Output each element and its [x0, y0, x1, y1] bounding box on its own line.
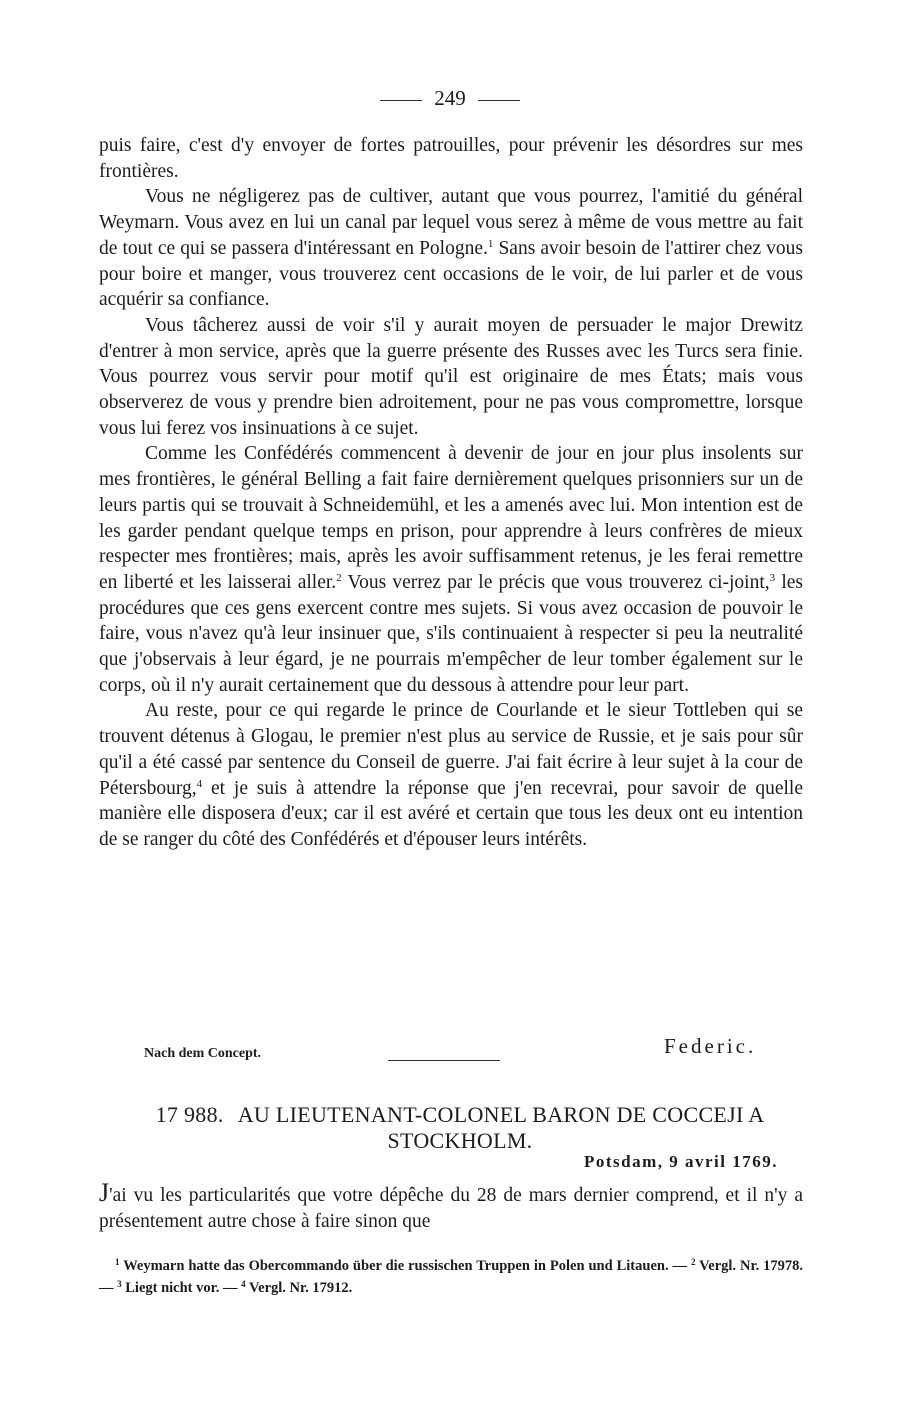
paragraph-text: Vous tâcherez aussi de voir s'il y aurait moyen de persuader le major Drewitz d'entrer à mon service, après que la guerre présente des Russes avec les Turcs sera finie. Vous pourrez vous servir pour motif qu'il est originaire de mes États; mais vous observerez de vous y prendre bien adroitement, pour ne pas vous compromettre, lorsque vous lui ferez vos insinuations à ce sujet. [99, 314, 803, 439]
footnote-1: Weymarn hatte das Obercommando über die russischen Truppen in Polen und Litauen. — [123, 1258, 688, 1274]
letter-opening [99, 1180, 803, 1234]
dateline [584, 1152, 778, 1172]
letter-number: 17 988. [155, 1102, 224, 1127]
footnotes [99, 1255, 803, 1299]
footnote-ref: 1 [487, 237, 494, 250]
page-number-dash-right [478, 100, 520, 101]
source-note: Nach dem Concept. [144, 1046, 262, 1061]
paragraph [99, 698, 803, 852]
paragraph-text: puis faire, c'est d'y envoyer de fortes patrouilles, pour prévenir les désordres sur mes frontières. [99, 135, 803, 182]
paragraph-text: Au reste, pour ce qui regarde le prince de Courlande et le sieur Tottleben qui se trouvent détenus à Glogau, le premier n'est plus au service de Russie, et je sais pour sûr qu'il a été cassé par sentence du Conseil de guerre. J'ai fait écrire à leur sujet à la cour de Pétersbourg, [99, 700, 803, 799]
footnote-4: Vergl. Nr. 17912. [249, 1280, 353, 1296]
page-number-dash-left [380, 100, 422, 101]
paragraph [99, 313, 803, 442]
page-number-text: 249 [434, 86, 466, 110]
footnote-2: Vergl. Nr. 17978. — [99, 1258, 804, 1296]
footnote-marker: 3 [117, 1279, 122, 1289]
paragraph [99, 133, 803, 184]
separator-rule [388, 1060, 500, 1061]
paragraph-text: Sans avoir besoin de l'attirer chez vous pour boire et manger, vous trouverez cent occasions de le voir, de lui parler et de vous acquérir sa confiance. [99, 237, 804, 311]
dateline-date: 9 avril 1769. [669, 1152, 778, 1171]
letter-title: AU LIEUTENANT-COLONEL BARON DE COCCEJI A STOCKHOLM. [237, 1102, 765, 1153]
paragraph [99, 441, 803, 698]
footnote-3: Liegt nicht vor. — [125, 1280, 238, 1296]
paragraph-text: Vous ne négligerez pas de cultiver, autant que vous pourrez, l'amitié du général Weymarn. Vous avez en lui un canal par lequel vous serez à même de vous mettre au fait de tout ce qui se passera d'intéressant en Pologne. [99, 186, 803, 259]
paragraph-text: et je suis à attendre la réponse que j'en recevrai, pour savoir de quelle manière elle disposera d'eux; car il est avéré et certain que tous les deux ont eu intention de se ranger du côté des Confédérés et d'épouser leurs intérêts. [99, 777, 803, 850]
paragraph-text: Comme les Confédérés commencent à devenir de jour en jour plus insolents sur mes frontières, le général Belling a fait faire dernièrement quelques prisonniers sur un de leurs partis qui se trouvait à Schneidemühl, et les a amenés avec lui. Mon intention est de les garder pendant quelque temps en prison, pour apprendre à leurs confrères de mieux respecter mes frontières; mais, après les avoir suffisamment retenus, je les ferai remettre en liberté et les laisserai aller. [99, 443, 803, 593]
footnote-ref: 3 [769, 571, 776, 584]
footnote-marker: 2 [690, 1257, 696, 1267]
footnote-ref: 4 [196, 777, 203, 790]
footnote-block [99, 1255, 803, 1299]
initial-letter: J [99, 1178, 110, 1207]
dateline-place: Potsdam, [583, 1152, 664, 1171]
footnote-marker: 1 [115, 1257, 120, 1267]
letter-text: 'ai vu les particularités que votre dépêche du 28 de mars dernier comprend, et il n'y a présentement autre chose à faire sinon que [99, 1185, 803, 1232]
paragraph-text: les procédures que ces gens exercent contre mes sujets. Si vous avez occasion de pouvoir le faire, vous n'avez qu'à leur insinuer que, s'ils continuaient à respecter si peu la neutralité que j'observais à leur égard, je ne pourrais m'empêcher de leur tomber également sur le corps, où il n'y aurait certainement que du dessous à attendre pour leur part. [99, 571, 803, 696]
letter-heading [110, 1102, 810, 1154]
paragraph [99, 184, 803, 313]
main-text [99, 133, 803, 853]
paragraph-text: Vous verrez par le précis que vous trouverez ci-joint, [347, 571, 770, 593]
footnote-marker: 4 [241, 1279, 246, 1289]
signature: Federic. [664, 1034, 757, 1058]
page-number [0, 86, 900, 111]
closing [144, 1034, 784, 1070]
footnote-ref: 2 [336, 571, 342, 584]
